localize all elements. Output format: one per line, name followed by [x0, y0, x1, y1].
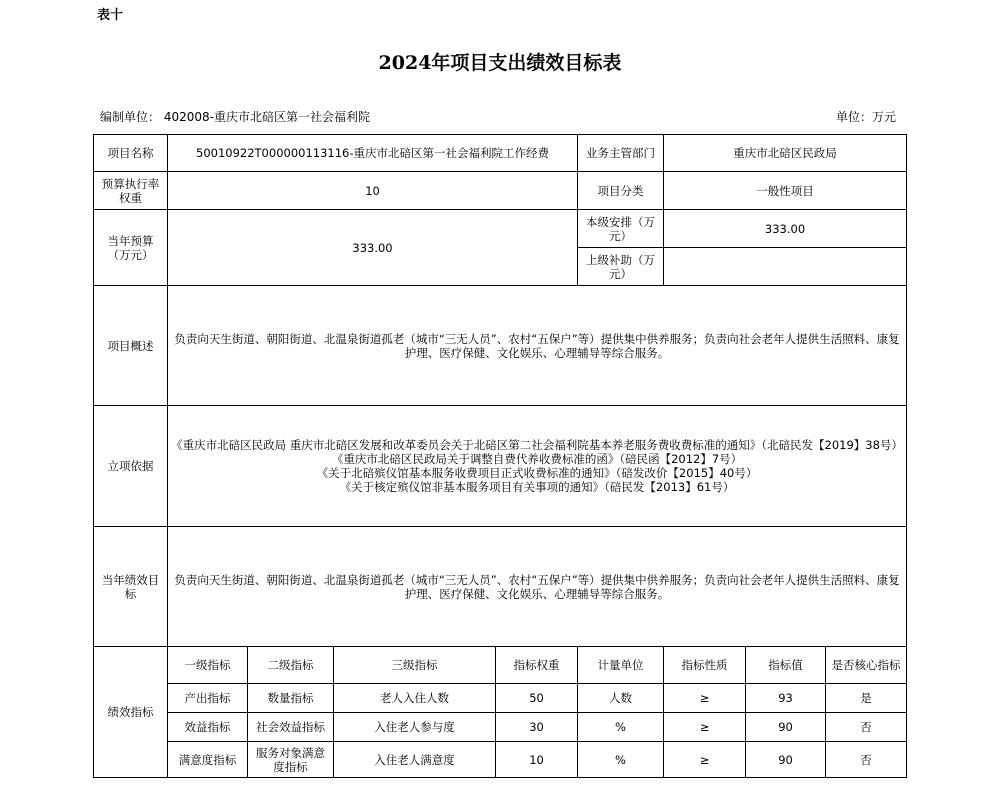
- indicator-cell: ≥: [664, 713, 746, 742]
- project-name-label: 项目名称: [94, 135, 168, 172]
- category-value: 一般性项目: [664, 172, 907, 210]
- basis-value: [168, 406, 907, 527]
- local-budget-value: 333.00: [664, 210, 907, 248]
- table-row: [94, 286, 907, 406]
- indicator-header: 三级指标: [334, 647, 496, 684]
- indicator-header: 指标值: [746, 647, 826, 684]
- indicator-header: 二级指标: [248, 647, 334, 684]
- table-row: [94, 210, 907, 248]
- indicator-cell: 是: [826, 684, 907, 713]
- dept-value: 重庆市北碚区民政局: [664, 135, 907, 172]
- indicator-header: 一级指标: [168, 647, 248, 684]
- indicator-cell: 50: [496, 684, 578, 713]
- category-label: 项目分类: [578, 172, 664, 210]
- table-row: [94, 172, 907, 210]
- table-row: [94, 647, 907, 684]
- budget-label: 当年预算（万元）: [94, 210, 168, 286]
- indicators-label: 绩效指标: [94, 647, 168, 778]
- indicator-cell: 90: [746, 713, 826, 742]
- indicator-cell: 入住老人满意度: [334, 742, 496, 778]
- indicator-cell: 10: [496, 742, 578, 778]
- basis-line: 《重庆市北碚区民政局 重庆市北碚区发展和改革委员会关于北碚区第二社会福利院基本养老服务费收费标准的通知》（北碚民发【2019】38号）: [171, 438, 903, 452]
- table-row: [94, 527, 907, 647]
- indicator-header: 指标权重: [496, 647, 578, 684]
- goal-label: 当年绩效目标: [94, 527, 168, 647]
- weight-label: 预算执行率权重: [94, 172, 168, 210]
- indicator-cell: %: [578, 713, 664, 742]
- page-title: 2024年项目支出绩效目标表: [378, 52, 622, 74]
- indicator-cell: 数量指标: [248, 684, 334, 713]
- performance-table: [93, 134, 907, 778]
- indicator-cell: ≥: [664, 684, 746, 713]
- indicator-cell: 30: [496, 713, 578, 742]
- indicator-cell: 效益指标: [168, 713, 248, 742]
- indicator-cell: 满意度指标: [168, 742, 248, 778]
- basis-line: 《关于北碚殡仪馆基本服务收费项目正式收费标准的通知》（碚发改价【2015】40号）: [316, 466, 758, 480]
- indicator-cell: 社会效益指标: [248, 713, 334, 742]
- basis-label: 立项依据: [94, 406, 168, 527]
- indicator-cell: 90: [746, 742, 826, 778]
- basis-line: 《关于核定殡仪馆非基本服务项目有关事项的通知》（碚民发【2013】61号）: [339, 480, 735, 494]
- upper-budget-value: [664, 248, 907, 286]
- indicator-cell: 服务对象满意度指标: [248, 742, 334, 778]
- indicator-cell: 产出指标: [168, 684, 248, 713]
- indicator-cell: %: [578, 742, 664, 778]
- basis-line: 《重庆市北碚区民政局关于调整自费代养收费标准的函》（碚民函【2012】7号）: [331, 452, 743, 466]
- indicator-cell: 否: [826, 742, 907, 778]
- table-row: [94, 135, 907, 172]
- overview-value: 负责向天生街道、朝阳街道、北温泉街道孤老（城市“三无人员”、农村“五保户”等）提供集中供养服务；负责向社会老年人提供生活照料、康复护理、医疗保健、文化娱乐、心理辅导等综合服务。: [168, 286, 907, 406]
- compiler-unit: 编制单位： 402008-重庆市北碚区第一社会福利院: [100, 110, 370, 124]
- currency-unit: 单位：万元: [836, 110, 897, 124]
- table-row: [94, 684, 907, 713]
- local-budget-label: 本级安排（万元）: [578, 210, 664, 248]
- indicator-cell: 人数: [578, 684, 664, 713]
- project-name-value: 50010922T000000113116-重庆市北碚区第一社会福利院工作经费: [168, 135, 578, 172]
- indicator-header: 是否核心指标: [826, 647, 907, 684]
- indicator-header: 指标性质: [664, 647, 746, 684]
- indicator-cell: 否: [826, 713, 907, 742]
- upper-budget-label: 上级补助（万元）: [578, 248, 664, 286]
- overview-label: 项目概述: [94, 286, 168, 406]
- indicator-cell: 老人入住人数: [334, 684, 496, 713]
- table-row: [94, 742, 907, 778]
- table-row: [94, 406, 907, 527]
- table-row: [94, 713, 907, 742]
- indicator-cell: 入住老人参与度: [334, 713, 496, 742]
- budget-value: 333.00: [168, 210, 578, 286]
- indicator-cell: ≥: [664, 742, 746, 778]
- indicator-cell: 93: [746, 684, 826, 713]
- indicator-header: 计量单位: [578, 647, 664, 684]
- table-number-label: 表十: [97, 8, 124, 23]
- dept-label: 业务主管部门: [578, 135, 664, 172]
- goal-value: 负责向天生街道、朝阳街道、北温泉街道孤老（城市“三无人员”、农村“五保户”等）提供集中供养服务；负责向社会老年人提供生活照料、康复护理、医疗保健、文化娱乐、心理辅导等综合服务。: [168, 527, 907, 647]
- weight-value: 10: [168, 172, 578, 210]
